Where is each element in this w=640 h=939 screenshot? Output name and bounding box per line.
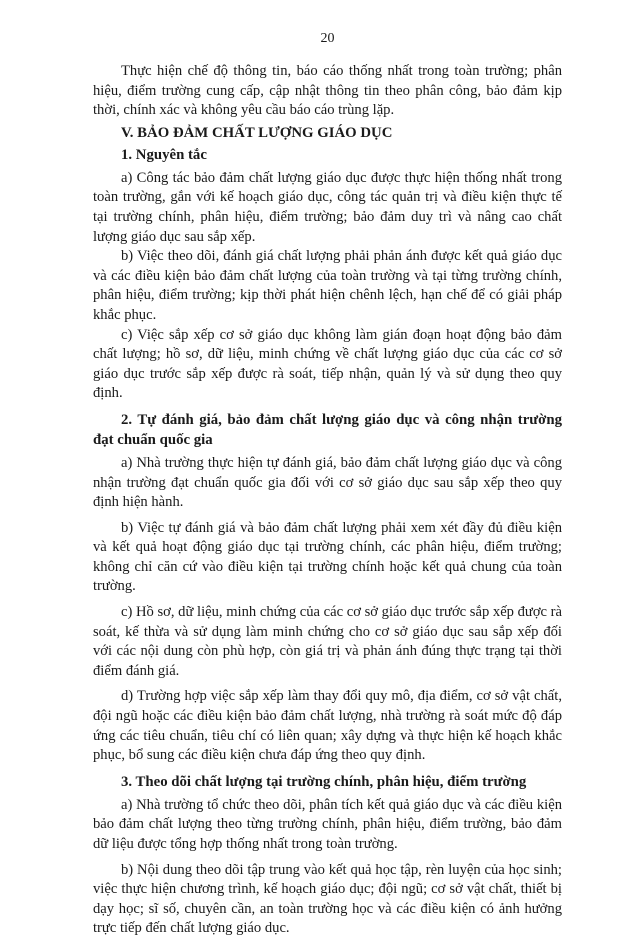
subsection-heading-2: 2. Tự đánh giá, bảo đảm chất lượng giáo dục và công nhận trường đạt chuẩn quốc gia xyxy=(93,411,562,448)
paragraph-2b: b) Việc tự đánh giá và bảo đảm chất lượng phải xem xét đầy đủ điều kiện và kết quả hoạt động giáo dục tại trường chính, các phân hiệu, điểm trường; không chỉ căn cứ vào điều kiện tại trường chính hoặc kết quả chung của toàn trường. xyxy=(93,519,562,595)
subsection-heading-1: 1. Nguyên tắc xyxy=(121,146,207,163)
paragraph-2c: c) Hồ sơ, dữ liệu, minh chứng của các cơ sở giáo dục trước sắp xếp được rà soát, kế thừa và sử dụng làm minh chứng cho cơ sở giáo dục sau sắp xếp đối với các nội dung còn phù hợp, còn giá trị và phản ánh đúng thực trạng tại thời điểm đánh giá. xyxy=(93,604,563,679)
paragraph-2a: a) Nhà trường thực hiện tự đánh giá, bảo đảm chất lượng giáo dục và công nhận trường đạt chuẩn quốc gia đối với cơ sở giáo dục sau sắp xếp theo quy định hiện hành. xyxy=(93,454,562,511)
section-heading: V. BẢO ĐẢM CHẤT LƯỢNG GIÁO DỤC xyxy=(121,124,393,141)
paragraph-2d: d) Trường hợp việc sắp xếp làm thay đổi quy mô, địa điểm, cơ sở vật chất, đội ngũ hoặc các điều kiện bảo đảm chất lượng, nhà trường rà soát mức độ đáp ứng các tiêu chuẩn, tiêu chí có liên quan; xây dựng và thực hiện kế hoạch khắc phục, bổ sung các điều kiện chưa đáp ứng theo quy định. xyxy=(93,688,562,764)
paragraph-1c: c) Việc sắp xếp cơ sở giáo dục không làm gián đoạn hoạt động bảo đảm chất lượng; hồ sơ, dữ liệu, minh chứng về chất lượng giáo dục của các cơ sở giáo dục trước sắp xếp được rà soát, tiếp nhận, quản lý và sử dụng theo quy định. xyxy=(93,326,562,402)
paragraph-3b: b) Nội dung theo dõi tập trung vào kết quả học tập, rèn luyện của học sinh; việc thực hiện chương trình, kế hoạch giáo dục; đội ngũ; cơ sở vật chất, thiết bị dạy học; sĩ số, chuyên cần, an toàn trường học và các điều kiện có ảnh hưởng trực tiếp đến chất lượng giáo dục. xyxy=(93,861,562,937)
paragraph-1a: a) Công tác bảo đảm chất lượng giáo dục được thực hiện thống nhất trong toàn trường, gắn với kế hoạch giáo dục, công tác quản trị và điều kiện thực tế tại trường chính, phân hiệu, điểm trường; bảo đảm duy trì và nâng cao chất lượng giáo dục sau sắp xếp. xyxy=(93,169,562,245)
paragraph-3a: a) Nhà trường tổ chức theo dõi, phân tích kết quả giáo dục và các điều kiện bảo đảm chất lượng theo từng trường chính, phân hiệu, điểm trường, bảo đảm dữ liệu được tổng hợp thống nhất trong toàn trường. xyxy=(93,796,562,852)
page-number: 20 xyxy=(320,31,335,46)
subsection-heading-3: 3. Theo dõi chất lượng tại trường chính, phân hiệu, điểm trường xyxy=(121,773,527,790)
paragraph-1b: b) Việc theo dõi, đánh giá chất lượng phải phản ánh được kết quả giáo dục và các điều kiện bảo đảm chất lượng của toàn trường và tại từng trường chính, phân hiệu, điểm trường; kịp thời phát hiện chênh lệch, hạn chế để có giải pháp khắc phục. xyxy=(93,248,562,323)
intro-paragraph: Thực hiện chế độ thông tin, báo cáo thống nhất trong toàn trường; phân hiệu, điểm trường cung cấp, cập nhật thông tin theo phân công, bảo đảm kịp thời, chính xác và không yêu cầu báo cáo trùng lặp. xyxy=(93,63,562,119)
